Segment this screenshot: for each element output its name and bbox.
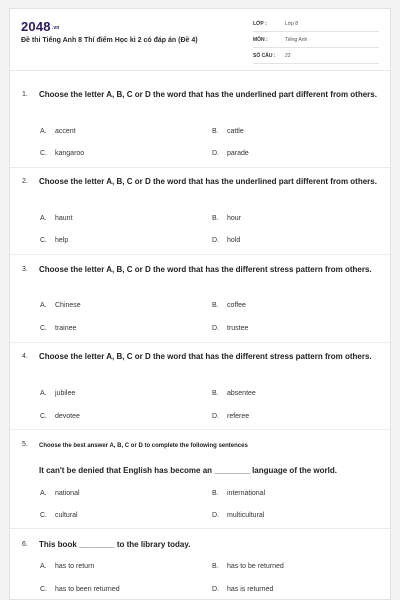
option-d[interactable] xyxy=(212,586,273,593)
meta-row-count xyxy=(253,48,379,64)
option-letter: D. xyxy=(212,512,219,519)
site-logo[interactable] xyxy=(21,19,60,34)
option-text: kangaroo xyxy=(55,150,85,157)
option-letter: B. xyxy=(212,215,219,222)
option-b[interactable] xyxy=(212,490,265,497)
option-text: has to be returned xyxy=(227,563,284,570)
exam-meta xyxy=(253,16,379,64)
option-text: hold xyxy=(227,237,241,244)
option-letter: C. xyxy=(40,325,47,332)
option-text: has to return xyxy=(55,563,95,570)
option-a[interactable] xyxy=(40,215,73,222)
option-d[interactable] xyxy=(212,413,249,420)
divider xyxy=(10,254,390,255)
option-text: referee xyxy=(227,413,250,420)
option-letter: D. xyxy=(212,237,219,244)
option-c[interactable] xyxy=(40,512,78,519)
option-letter: B. xyxy=(212,563,219,570)
exam-sheet xyxy=(9,8,391,600)
divider xyxy=(10,167,390,168)
option-letter: A. xyxy=(40,128,47,135)
option-text: has to been returned xyxy=(55,586,120,593)
option-text: international xyxy=(227,490,266,497)
divider xyxy=(10,528,390,529)
meta-row-subject xyxy=(253,32,379,48)
question-text: Choose the best answer A, B, C or D to complete the following sentences xyxy=(39,443,248,449)
option-letter: C. xyxy=(40,150,47,157)
meta-row-class xyxy=(253,16,379,32)
option-letter: D. xyxy=(212,413,219,420)
meta-label: MÔN : xyxy=(253,36,268,43)
option-letter: C. xyxy=(40,512,47,519)
option-text: cattle xyxy=(227,128,244,135)
option-text: accent xyxy=(55,128,76,135)
logo-text: 2048 xyxy=(21,19,51,34)
meta-value: Tiếng Anh xyxy=(285,36,308,43)
option-letter: D. xyxy=(212,150,219,157)
question-number: 2. xyxy=(22,178,28,185)
option-text: absentee xyxy=(227,390,256,397)
option-letter: C. xyxy=(40,237,47,244)
option-letter: B. xyxy=(212,390,219,397)
question-number: 4. xyxy=(22,353,28,360)
divider xyxy=(10,342,390,343)
option-a[interactable] xyxy=(40,128,76,135)
option-c[interactable] xyxy=(40,150,84,157)
option-d[interactable] xyxy=(212,150,249,157)
option-d[interactable] xyxy=(212,237,240,244)
option-text: parade xyxy=(227,150,249,157)
option-letter: B. xyxy=(212,302,219,309)
option-text: trustee xyxy=(227,325,249,332)
question-stem: It can't be denied that English has become an ________ language of the world. xyxy=(39,466,337,475)
option-letter: D. xyxy=(212,586,219,593)
option-letter: A. xyxy=(40,563,47,570)
option-text: hour xyxy=(227,215,242,222)
option-c[interactable] xyxy=(40,237,68,244)
option-text: coffee xyxy=(227,302,246,309)
option-text: Chinese xyxy=(55,302,81,309)
question-text: This book ________ to the library today. xyxy=(39,540,191,549)
question-text: Choose the letter A, B, C or D the word that has the underlined part different from others. xyxy=(39,90,377,99)
option-b[interactable] xyxy=(212,563,284,570)
option-b[interactable] xyxy=(212,128,244,135)
option-letter: A. xyxy=(40,490,47,497)
meta-label: LỚP : xyxy=(253,20,267,27)
exam-header xyxy=(10,9,390,71)
option-c[interactable] xyxy=(40,413,80,420)
option-text: jubilee xyxy=(55,390,76,397)
option-text: devotee xyxy=(55,413,80,420)
option-text: national xyxy=(55,490,80,497)
option-letter: C. xyxy=(40,586,47,593)
exam-title: Đề thi Tiếng Anh 8 Thí điểm Học kì 2 có đáp án (Đề 4) xyxy=(21,37,198,44)
option-letter: D. xyxy=(212,325,219,332)
option-letter: A. xyxy=(40,215,47,222)
question-number: 6. xyxy=(22,541,28,548)
option-a[interactable] xyxy=(40,490,80,497)
option-letter: B. xyxy=(212,128,219,135)
meta-value: 22 xyxy=(285,52,291,59)
option-c[interactable] xyxy=(40,586,120,593)
option-b[interactable] xyxy=(212,215,241,222)
divider xyxy=(10,429,390,430)
logo-suffix: .vn xyxy=(51,24,60,31)
question-text: Choose the letter A, B, C or D the word that has the different stress pattern from others. xyxy=(39,352,372,361)
option-b[interactable] xyxy=(212,390,256,397)
option-text: multicultural xyxy=(227,512,265,519)
option-a[interactable] xyxy=(40,302,81,309)
option-letter: A. xyxy=(40,302,47,309)
option-b[interactable] xyxy=(212,302,246,309)
meta-label: SỐ CÂU : xyxy=(253,52,276,59)
question-number: 5. xyxy=(22,441,28,448)
option-d[interactable] xyxy=(212,512,264,519)
option-text: trainee xyxy=(55,325,77,332)
option-c[interactable] xyxy=(40,325,76,332)
option-d[interactable] xyxy=(212,325,248,332)
meta-value: Lớp 8 xyxy=(285,20,299,27)
option-text: has is returned xyxy=(227,586,274,593)
question-number: 1. xyxy=(22,91,28,98)
option-letter: B. xyxy=(212,490,219,497)
option-text: help xyxy=(55,237,69,244)
option-text: cultural xyxy=(55,512,78,519)
question-number: 3. xyxy=(22,266,28,273)
option-a[interactable] xyxy=(40,563,94,570)
option-letter: C. xyxy=(40,413,47,420)
option-text: haunt xyxy=(55,215,73,222)
option-a[interactable] xyxy=(40,390,75,397)
option-letter: A. xyxy=(40,390,47,397)
question-text: Choose the letter A, B, C or D the word that has the different stress pattern from others. xyxy=(39,265,372,274)
question-text: Choose the letter A, B, C or D the word that has the underlined part different from others. xyxy=(39,177,377,186)
